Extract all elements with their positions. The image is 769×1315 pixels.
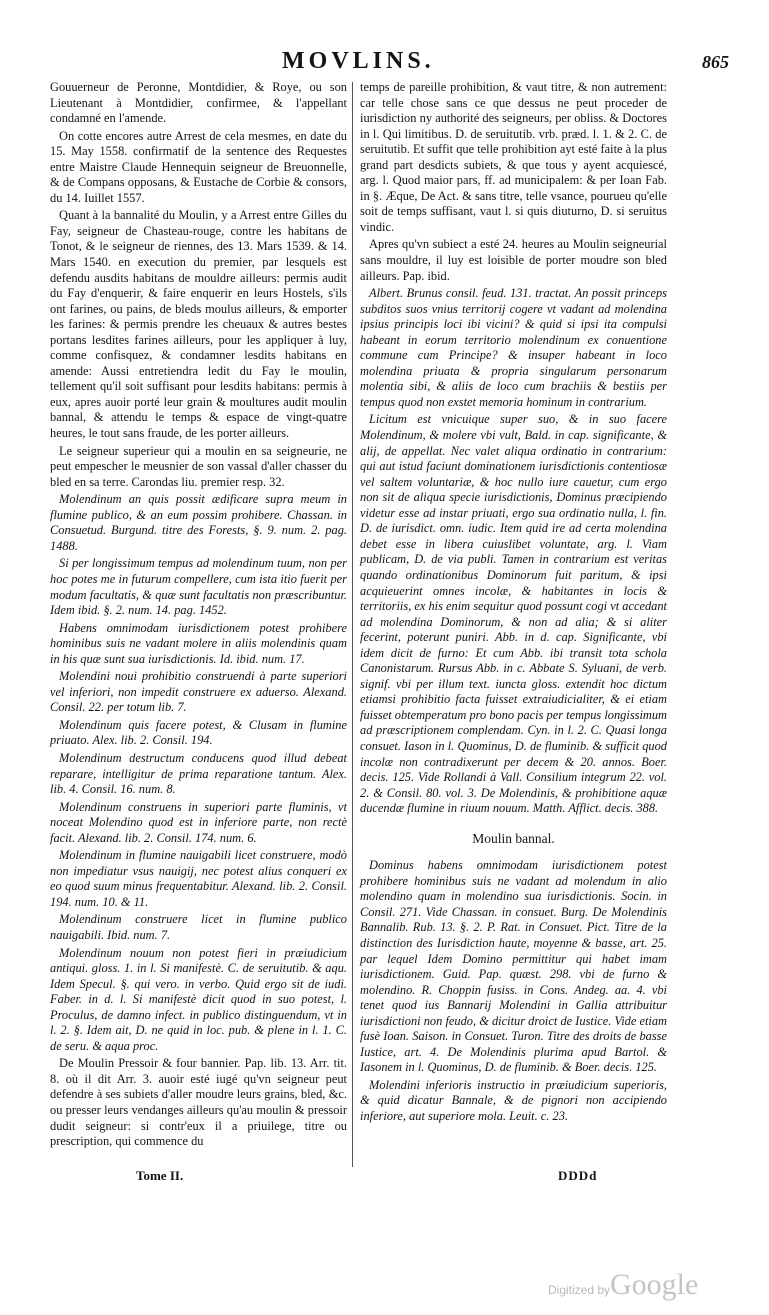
latin-citation-paragraph: Habens omnimodam iurisdictionem potest prohibere hominibus suis ne vadant molere in aliis molendinis quam in his quæ sunt sua iurisdictionis. Id. ibid. num. 17.	[50, 620, 347, 666]
running-head	[0, 48, 769, 78]
latin-citation-paragraph: Molendini noui prohibitio construendi à parte superiori vel inferiori, non impedit construere ex aduerso. Alexand. Consil. 22. per totum lib. 7.	[50, 669, 347, 715]
left-column	[50, 80, 347, 1150]
latin-citation-paragraph: Molendinum destructum conducens quod illud debeat reparare, intelligitur de prima reparatione tantum. Alex. lib. 4. Consil. 16. num. 8.	[50, 750, 347, 797]
page-title: MOVLINS.	[282, 48, 435, 74]
latin-citation-paragraph: Molendinum in flumine nauigabili licet construere, modò non impediatur vsus nauigij, nec potest alius conqueri ex eo quod suum minus frequentabitur. Alexand. lib. 2. Consil. 194. num. 10. & 11.	[50, 848, 347, 909]
latin-citation-paragraph: Molendinum construere licet in flumine publico nauigabili. Ibid. num. 7.	[50, 912, 347, 942]
section-heading: Moulin bannal.	[472, 830, 555, 846]
text-paragraph: Le seigneur superieur qui a moulin en sa seigneurie, ne peut empescher le meusnier de son vassal d'aller chasser du bled en sa terre. Carondas liu. premier resp. 32.	[50, 443, 347, 489]
text-paragraph: Gouuerneur de Peronne, Montdidier, & Roye, ou son Lieutenant à Montdidier, confirmee, & l'appellant condamné en l'amende.	[50, 80, 347, 126]
text-paragraph: Quant à la bannalité du Moulin, y a Arrest entre Gilles du Fay, seigneur de Chasteau-rouge, contre les habitans de Tonot, & le seigneur de riennes, des 13. Mars 1539. & 14. Mars 1540. en execution du premier, par lesquels est defendu ausdits habitans de mouldre ailleurs: permis audit du Fay d'enquerir, & faire enquerir en leurs Hostels, s'ils ont farines, ou pains, de bleds moulus ailleurs, & emporter les farines: & permis prendre les cheuaux & autres bestes portans lesdites farines ailleurs, pour les appliquer à luy, comme confisquez, & condamner lesdits habitans en amende: Aussi entretiendra ledit du Fay le moulin, tellement qu'il soit suffisant pour lesdits habitans: permis à eux, apres auoir porté leur grain & moultures audit moulin bannal, & attendu le temps & espace de vingt-quatre heures, le tout sans fraude, de les porter ailleurs.	[50, 208, 347, 441]
google-logo: Google	[610, 1268, 699, 1301]
text-paragraph: Apres qu'vn subiect a esté 24. heures au Moulin seigneurial sans mouldre, il luy est loisible de porter moudre son bled ailleurs. Pap. ibid.	[360, 237, 667, 283]
latin-citation-paragraph: Si per longissimum tempus ad molendinum tuum, non per hoc potes me in futurum compellere, cum ista itio fuerit per modum facultatis, & quæ sunt facultatis non præscribuntur. Idem ibid. §. 2. num. 14. pag. 1452.	[50, 556, 347, 618]
latin-citation-paragraph: Molendinum nouum non potest fieri in præiudicium antiqui. gloss. 1. in l. Si manifestè. C. de seruitutib. & aqu. Idem Specul. §. qui vero. in verbo. Quid ergo sit de iudi. Faber. in d. l. Si manifestè dicit quod in suo potest, l. Proculus, de damno infect. in publico distinguendum, vt in l. 2. §. Idem ait, D. ne quid in loc. pub. & plene in l. 1. C. de seru. & aqua proc.	[50, 945, 347, 1053]
column-divider	[352, 82, 353, 1167]
latin-citation-paragraph: Molendini inferioris instructio in præiudicium superioris, & quid dicatur Bannale, & de pignori non accipiendo inferiore, aut superiore mola. Leuit. c. 23.	[360, 1077, 667, 1123]
latin-citation-paragraph: Molendinum quis facere potest, & Clusam in flumine priuato. Alex. lib. 2. Consil. 194.	[50, 717, 347, 748]
text-paragraph: temps de pareille prohibition, & vaut titre, & non autrement: car telle chose sans ce que dessus ne peut proceder de iurisdiction ny authorité des seigneurs, per obliss. & Doctores in l. Qui limitibus. D. de seruitutib. vrb. præd. l. 1. & 2. C. de seruitutib. Et suffit que telle prohibition ayt esté faite à la plus grand part desdicts subiets, & que tous y ayent acquiescé, arg. l. Quod maior pars, ff. ad municipalem: & per Ioan Fab. in §. Æque, De Act. & sans titre, telle vsance, pourueu qu'elle soit de temps suffisant, vaut l. si quis diuturno, D. si seruitus vindic.	[360, 80, 667, 234]
latin-citation-paragraph: Molendinum an quis possit ædificare supra meum in flumine publico, & an eum possim prohibere. Chassan. in Consuetud. Burgund. titre des Forests, §. 9. num. 2. pag. 1488.	[50, 492, 347, 553]
text-paragraph: On cotte encores autre Arrest de cela mesmes, en date du 15. May 1558. confirmatif de la sentence des Requestes entre Maistre Claude Hennequin seigneur de Breuonnelle, & de Compans opposans, & Eustache de Corbie & consors, du 14. Iuillet 1557.	[50, 128, 347, 205]
latin-citation-paragraph: Albert. Brunus consil. feud. 131. tractat. An possit princeps subditos suos vnius territorij cogere vt vadant ad molendina ipsius principis loci ibi vicini? & quid si ipsi ita compulsi habeant in eorum territorio molendinum ex conuentione commune cum Principe? & insuper habeant in loco molendina priuata & propria singularum personarum molentia sibi, & aliis de loco cum brachiis & bestiis per tempus quod non exstet memoria hominum in contrarium.	[360, 286, 667, 409]
text-paragraph: De Moulin Pressoir & four bannier. Pap. lib. 13. Arr. tit. 8. où il dit Arr. 3. auoir esté iugé qu'vn seigneur peut defendre à ses subiets d'aller moudre leurs grains, bled, &c. ou presser leurs vendanges ailleurs qu'au moulin & pressoir dudit seigneur: si contr'eux il a priuilege, titre ou prescription, qui commence du	[50, 1056, 347, 1149]
page-number: 865	[702, 52, 729, 72]
latin-citation-paragraph: Licitum est vnicuique super suo, & in suo facere Molendinum, & molere vbi vult, Bald. in cap. significante, & alij, de appellat. Nec valet aliqua ordinatio in contrarium: qui aut istud faciunt dominationem iurisdictionis contentiosæ vel saltem voluntariæ, & hoc nullo iure cauetur, cum ergo non sit de aliqua specie iurisdictionis, Dominus præcipiendo videtur esse ad instar priuati, ergo sua ordinatio nulla, l. fin. D. de iurisdict. omn. iudic. Item quid ire ad certa molendina debet esse in libera cuiuslibet voluntate, arg. l. Viam publicam, D. de via publi. Tamen in contrarium est veritas quando ordinationibus Dominorum fuit paritum, & ipsi acquieuerint omnes incolæ, & habitantes in locis & territoriis, ex his enim sequitur quod possunt cogi vt accedant ad molendina Dominorum, & non ad alia; & si aliter fecerint, poterunt puniri. Abb. in d. cap. Significante, vbi idem dicit de furno: Et cum Abb. ibi transit tota schola Canonistarum. Rursus Abb. in c. Abbate S. Syluani, de verb. signif. vbi per illum text. iuncta gloss. extendit hoc dictum etiamsi prohibitio facta fuisset extraiudicialiter, & ei etiam fuisset obtemperatum pro bono pacis per tempus longissimum ad præscriptionem complendam. Cyn. in l. 2. C. Quasi longa consuet. Iason in l. Quominus, D. de fluminib. & sufficit quod incolæ non contradixerunt per decem & 20. annos. Boer. decis. 125. Vide Rollandi à Vall. Consilium integrum 22. vol. 2. & Consil. 80. vol. 3. De Molendinis, & prohibitione aquæ ducendæ flumine in riuum nouum. Matth. Afflict. decis. 388.	[360, 412, 667, 816]
volume-label: Tome II.	[136, 1168, 184, 1183]
latin-citation-paragraph: Dominus habens omnimodam iurisdictionem potest prohibere hominibus suis ne vadant ad molendum in alio molendino quam in molendino sua iurisdictionis. Socin. in Consil. 271. Vide Chassan. in consuet. Burg. De Molendinis Bannalib. Rub. 13. §. 2. P. Rat. in Consuet. Pict. Titre de la distinction des Iurisdiction haute, moyenne & basse, art. 25. par lequel Idem Domino permittitur qui habet imam iurisdictionem. Guid. Pap. quæst. 298. vbi de furno & molendino. R. Choppin fusiss. in Cons. Andeg. aa. 4. vbi tenet quod ius Bannarij Molendini in Gallia attribuitur iurisdictioni non feudo, & dicitur droict de Iustice. Vide etiam fusè Ioan. Saison. in Consuet. Turon. Titre des droits de basse Iustice, art. 4. De Molendinis plurima apud Bartol. & Iasonem in l. Quominus, D. de fluminib. & Boer. decis. 125.	[360, 858, 667, 1075]
latin-citation-paragraph: Molendinum construens in superiori parte fluminis, vt noceat Molendino quod est in inferiore parte, non rectè facit. Alexand. lib. 2. Consil. 174. num. 6.	[50, 799, 347, 845]
watermark-prefix: Digitized by	[548, 1283, 611, 1297]
signature-mark: DDDd	[558, 1168, 598, 1183]
digitized-by-google-watermark	[548, 1270, 718, 1300]
right-column	[360, 80, 667, 1125]
